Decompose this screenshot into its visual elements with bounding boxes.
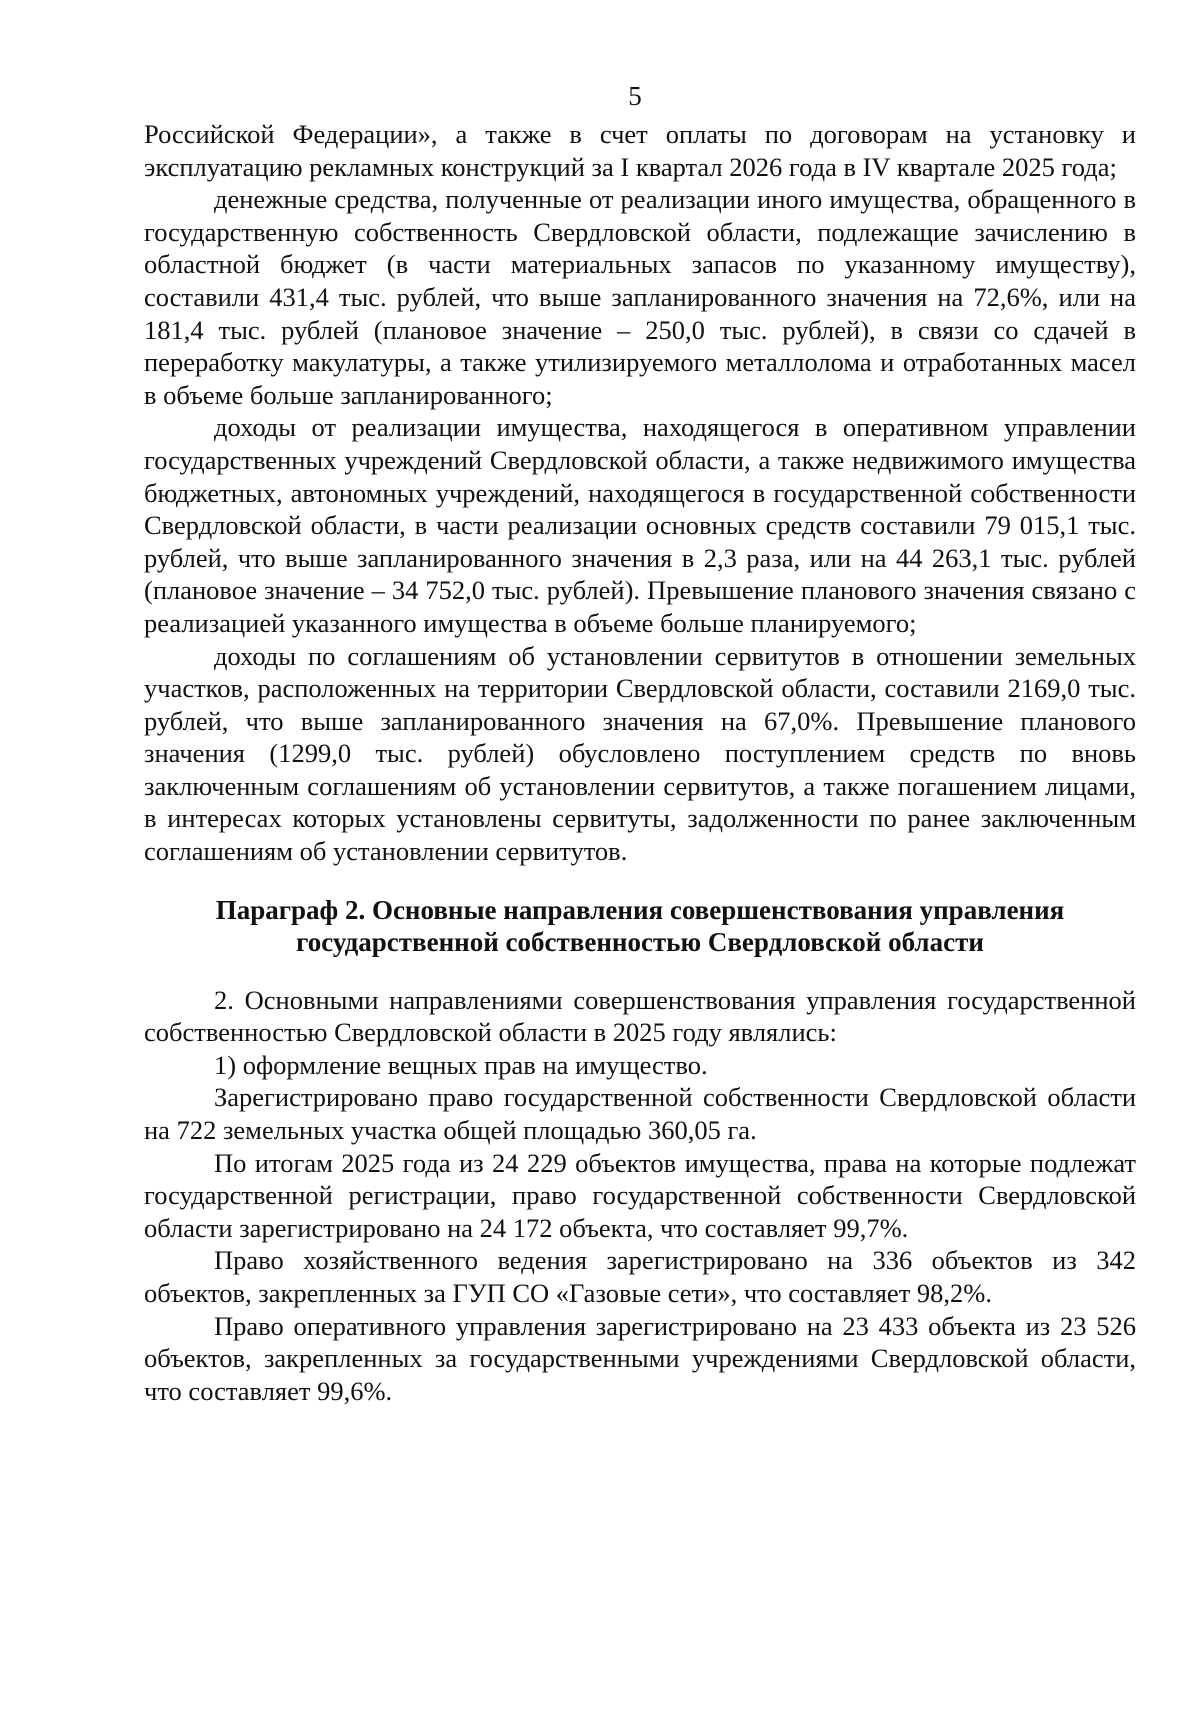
- paragraph-institution-property-income: доходы от реализации имущества, находящегося в оперативном управлении государственных учреждений Свердловской области, а также недвижимого имущества бюджетных, автономных учреждений, находящегося в государственной собственности Свердловской области, в части реализации основных средств составили 79 015,1 тыс. рублей, что выше запланированного значения в 2,3 раза, или на 44 263,1 тыс. рублей (плановое значение – 34 752,0 тыс. рублей). Превышение планового значения связано с реализацией указанного имущества в объеме больше планируемого;: [144, 412, 1136, 638]
- paragraph-property-sale-funds: денежные средства, полученные от реализации иного имущества, обращенного в государственную собственность Свердловской области, подлежащие зачислению в областной бюджет (в части материальных запасов по указанному имуществу), составили 431,4 тыс. рублей, что выше запланированного значения на 72,6%, или на 181,4 тыс. рублей (плановое значение – 250,0 тыс. рублей), в связи со сдачей в переработку макулатуры, а также утилизируемого металлолома и отработанных масел в объеме больше запланированного;: [144, 184, 1136, 410]
- paragraph-economic-management: Право хозяйственного ведения зарегистрировано на 336 объектов из 342 объектов, закрепленных за ГУП СО «Газовые сети», что составляет 98,2%.: [144, 1245, 1136, 1308]
- page-number: 5: [628, 81, 642, 111]
- section-heading: [144, 894, 1136, 958]
- paragraph-operational-management: Право оперативного управления зарегистрировано на 23 433 объекта из 23 526 объектов, закрепленных за государственными учреждениями Свердловской области, что составляет 99,6%.: [144, 1310, 1136, 1406]
- section-heading-line-2: государственной собственностью Свердловской области: [296, 926, 984, 957]
- paragraph-continuation: Российской Федерации», а также в счет оплаты по договорам на установку и эксплуатацию рекламных конструкций за I квартал 2026 года в IV квартале 2025 года;: [144, 119, 1136, 182]
- paragraph-main-directions: 2. Основными направлениями совершенствования управления государственной собственностью Свердловской области в 2025 году являлись:: [144, 984, 1136, 1048]
- paragraph-servitude-income: доходы по соглашениям об установлении сервитутов в отношении земельных участков, расположенных на территории Свердловской области, составили 2169,0 тыс. рублей, что выше запланированного значения на 67,0%. Превышение планового значения (1299,0 тыс. рублей) обусловлено поступлением средств по вновь заключенным соглашениям об установлении сервитутов, а также погашением лицами, в интересах которых установлены сервитуты, задолженности по ранее заключенным соглашениям об установлении сервитутов.: [144, 640, 1136, 867]
- section-heading-line-1: Параграф 2. Основные направления совершенствования управления: [215, 894, 1065, 925]
- paragraph-registration-results: По итогам 2025 года из 24 229 объектов имущества, права на которые подлежат государственной регистрации, право государственной собственности Свердловской области зарегистрировано на 24 172 объекта, что составляет 99,7%.: [144, 1147, 1136, 1243]
- list-item-property-rights: 1) оформление вещных прав на имущество.: [214, 1049, 708, 1080]
- document-body: [144, 118, 1136, 1407]
- paragraph-land-registration: Зарегистрировано право государственной собственности Свердловской области на 722 земельных участка общей площадью 360,05 га.: [144, 1082, 1136, 1146]
